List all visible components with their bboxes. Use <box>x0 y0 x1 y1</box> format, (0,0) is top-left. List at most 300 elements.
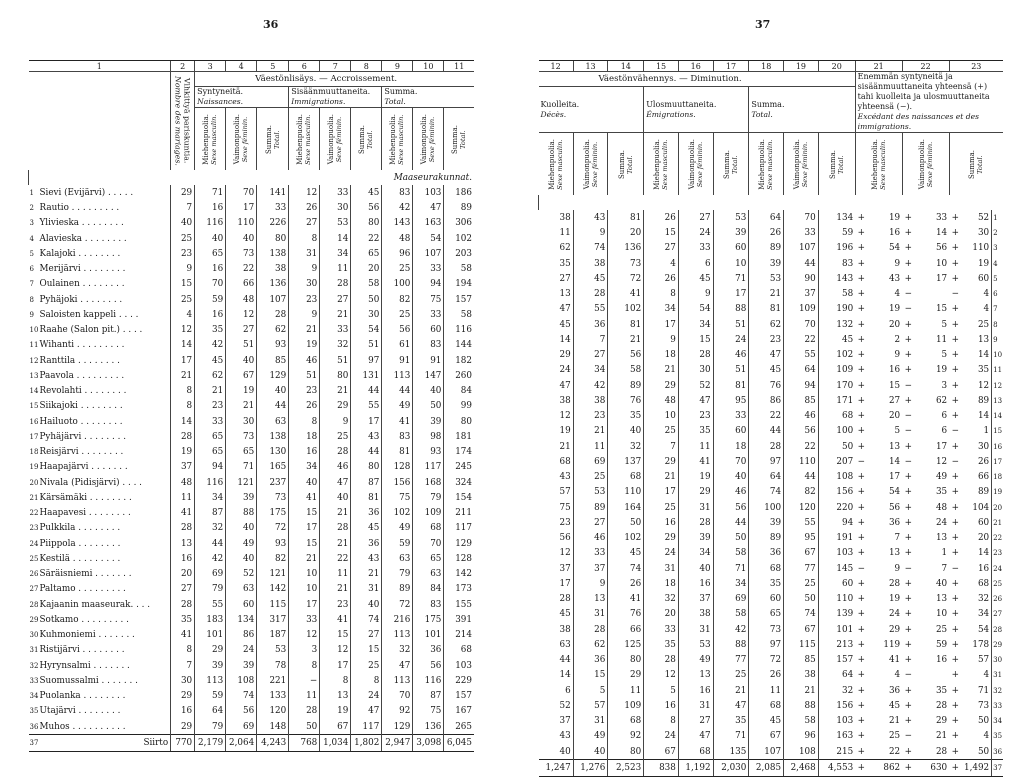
cell: 16 <box>195 262 226 277</box>
cell: − <box>904 411 912 422</box>
cell: 62 <box>573 637 608 652</box>
table-row <box>29 658 475 673</box>
cell: 43 <box>351 429 382 444</box>
cell: 21 <box>713 683 749 698</box>
row-number: 8 <box>29 295 34 304</box>
cell: 44 <box>382 384 413 399</box>
cell: 215 <box>818 744 855 760</box>
cell: 52 <box>226 567 257 582</box>
cell: 164 <box>608 500 644 515</box>
cell: 35 <box>678 424 713 439</box>
total-cell: 4,243 <box>257 735 289 751</box>
cell: 8 <box>171 643 195 658</box>
cell: + <box>857 670 865 681</box>
cell: 102 <box>818 348 855 363</box>
cell: + <box>904 685 912 696</box>
cell: 25 <box>171 292 195 307</box>
cell: 8 <box>289 658 320 673</box>
cell: 38 <box>678 607 713 622</box>
table-row <box>29 262 475 277</box>
cell: 19 <box>888 594 901 605</box>
cell: 40 <box>226 521 257 536</box>
row-number: 1 <box>992 210 1003 225</box>
cell: 73 <box>226 429 257 444</box>
cell: 60 <box>413 323 444 338</box>
table-row <box>539 576 1004 591</box>
row-number: 17 <box>29 432 39 441</box>
cell: 110 <box>818 592 855 607</box>
table-row <box>539 592 1004 607</box>
cell: 24 <box>935 517 948 528</box>
cell: 36 <box>351 506 382 521</box>
cell: 15 <box>888 380 901 391</box>
cell: 62 <box>195 368 226 383</box>
deaths-header: Kuolleita. Décès. <box>539 87 644 133</box>
cell: 157 <box>444 292 474 307</box>
cell: 31 <box>289 246 320 261</box>
cell: 110 <box>226 216 257 231</box>
cell: 28 <box>935 700 948 711</box>
cell: + <box>951 365 959 376</box>
cell: 74 <box>784 607 819 622</box>
cell: + <box>857 502 865 513</box>
cell: 138 <box>257 246 289 261</box>
table-row <box>539 500 1004 515</box>
cell: 43 <box>351 551 382 566</box>
row-number: 19 <box>29 463 39 472</box>
cell: 66 <box>608 622 644 637</box>
total-cell: 770 <box>171 735 195 751</box>
cell: 35 <box>749 576 784 591</box>
cell: 101 <box>195 628 226 643</box>
row-number: 12 <box>992 378 1003 393</box>
row-number: 28 <box>992 622 1003 637</box>
cell: 171 <box>818 393 855 408</box>
parish-name: Suomussalmi . . . . . . . <box>39 675 138 686</box>
cell: 41 <box>289 490 320 505</box>
cell: 37 <box>678 592 713 607</box>
cell: 183 <box>195 612 226 627</box>
cell: 324 <box>444 475 474 490</box>
cell: + <box>857 304 865 315</box>
cell: + <box>904 502 912 513</box>
cell: 27 <box>289 216 320 231</box>
cell: 102 <box>608 531 644 546</box>
column-number: 17 <box>713 61 749 72</box>
cell: 50 <box>818 439 855 454</box>
table-row <box>539 317 1004 332</box>
cell: + <box>857 685 865 696</box>
cell: 8 <box>289 414 320 429</box>
cell: 38 <box>573 393 608 408</box>
column-number: 11 <box>444 61 474 72</box>
cell: 113 <box>382 673 413 688</box>
cell: 64 <box>749 210 784 225</box>
cell: 93 <box>413 445 444 460</box>
cell: 51 <box>713 363 749 378</box>
cell: 4 <box>894 289 901 300</box>
cell: + <box>949 760 961 776</box>
cell: 39 <box>749 515 784 530</box>
cell: + <box>857 716 865 727</box>
page-number-left: 36 <box>263 18 279 31</box>
cell: 69 <box>226 719 257 735</box>
cell: 73 <box>608 256 644 271</box>
table-row <box>29 704 475 719</box>
cell: 84 <box>413 582 444 597</box>
cell: 115 <box>257 597 289 612</box>
row-number: 5 <box>29 249 34 258</box>
table-row <box>29 246 475 261</box>
cell: 31 <box>573 607 608 622</box>
cell: 64 <box>749 470 784 485</box>
cell: 77 <box>784 561 819 576</box>
cell: + <box>951 655 959 666</box>
table-row <box>29 597 475 612</box>
cell: 28 <box>320 277 351 292</box>
cell: 54 <box>888 487 901 498</box>
cell: + <box>904 334 912 345</box>
cell: 49 <box>573 729 608 744</box>
cell: 24 <box>644 546 679 561</box>
cell: 38 <box>559 212 571 223</box>
cell: 11 <box>289 689 320 704</box>
cell: 34 <box>678 546 713 561</box>
cell: 13 <box>977 334 990 345</box>
row-number: 32 <box>992 683 1003 698</box>
table-row <box>539 439 1004 454</box>
cell: 391 <box>444 612 474 627</box>
cell: 15 <box>935 304 948 315</box>
cell: 18 <box>713 439 749 454</box>
cell: + <box>951 548 959 559</box>
cell: 29 <box>171 185 195 200</box>
cell: 148 <box>257 719 289 735</box>
sum-header-right: Summa. Total. <box>749 87 855 133</box>
cell: 66 <box>226 277 257 292</box>
cell: 83 <box>382 185 413 200</box>
cell: 16 <box>678 683 713 698</box>
parish-name: Nivala (Pidisjärvi) . . . . <box>39 477 142 488</box>
cell: 29 <box>320 399 351 414</box>
cell: 65 <box>413 551 444 566</box>
total-row-right <box>539 760 1004 776</box>
cell: + <box>857 411 865 422</box>
cell: 85 <box>784 653 819 668</box>
cell: 29 <box>608 668 644 683</box>
cell: 46 <box>320 460 351 475</box>
cell: 29 <box>195 643 226 658</box>
cell: 10 <box>289 582 320 597</box>
cell: 60 <box>749 592 784 607</box>
cell: 1,276 <box>573 760 608 776</box>
table-row <box>29 277 475 292</box>
cell: 237 <box>257 475 289 490</box>
cell: 51 <box>226 338 257 353</box>
cell: 58 <box>713 607 749 622</box>
cell: 27 <box>644 241 679 256</box>
row-number: 13 <box>29 371 39 380</box>
cell: 25 <box>644 500 679 515</box>
column-number: 23 <box>949 61 1003 72</box>
cell: 73 <box>977 700 990 711</box>
cell: 88 <box>713 302 749 317</box>
cell: 7 <box>573 332 608 347</box>
cell: 108 <box>818 470 855 485</box>
table-row <box>539 226 1004 241</box>
marriages-header: Vihkittyä pariskuntia. Nombre des mariages. <box>171 72 195 171</box>
cell: 90 <box>784 271 819 286</box>
parish-name: Reisjärvi . . . . . . . . <box>39 447 124 458</box>
table-row <box>539 531 1004 546</box>
cell: 33 <box>289 612 320 627</box>
cell: 19 <box>977 258 990 269</box>
column-number: 5 <box>257 61 289 72</box>
cell: 44 <box>559 655 571 666</box>
cell: 109 <box>413 506 444 521</box>
cell: 21 <box>573 424 608 439</box>
cell: 54 <box>977 624 990 635</box>
cell: 221 <box>257 673 289 688</box>
cell: 4 <box>983 731 990 742</box>
cell: 11 <box>749 683 784 698</box>
cell: 65 <box>195 246 226 261</box>
cell: 56 <box>784 424 819 439</box>
cell: 155 <box>444 597 474 612</box>
cell: 129 <box>382 719 413 735</box>
cell: + <box>904 700 912 711</box>
cell: 306 <box>444 216 474 231</box>
cell: 72 <box>608 271 644 286</box>
cell: 12 <box>171 323 195 338</box>
cell: 137 <box>608 454 644 469</box>
cell: 59 <box>382 536 413 551</box>
table-row <box>539 454 1004 469</box>
cell: 9 <box>320 414 351 429</box>
cell: 20 <box>171 567 195 582</box>
column-numbers-right <box>539 61 1004 72</box>
cell: 60 <box>713 241 749 256</box>
cell: 40 <box>226 353 257 368</box>
cell: 71 <box>226 460 257 475</box>
cell: + <box>857 746 865 757</box>
cell: 29 <box>644 454 679 469</box>
cell: 70 <box>382 689 413 704</box>
cell: 75 <box>559 502 571 513</box>
cell: 10 <box>289 567 320 582</box>
cell: 33 <box>413 307 444 322</box>
cell: 108 <box>784 744 819 760</box>
cell: 39 <box>226 658 257 673</box>
row-number: 29 <box>29 615 39 624</box>
column-number: 4 <box>226 61 257 72</box>
cell: 58 <box>713 546 749 561</box>
cell: 24 <box>559 365 571 376</box>
cell: 17 <box>888 472 901 483</box>
cell: 26 <box>644 271 679 286</box>
cell: 102 <box>608 302 644 317</box>
cell: 36 <box>888 685 901 696</box>
cell: 62 <box>559 243 571 254</box>
cell: 8 <box>289 231 320 246</box>
cell: 4 <box>983 304 990 315</box>
cell: 8 <box>320 673 351 688</box>
parish-name: Piippola . . . . . . . . <box>39 538 121 549</box>
cell: 86 <box>749 393 784 408</box>
cell: 24 <box>351 689 382 704</box>
cell: 117 <box>444 521 474 536</box>
cell: 34 <box>573 363 608 378</box>
cell: 9 <box>894 563 901 574</box>
table-row <box>29 429 475 444</box>
row-number: 14 <box>992 409 1003 424</box>
row-number: 11 <box>992 363 1003 378</box>
cell: 76 <box>608 393 644 408</box>
sex-header-f: Vaimonpuolia. Sexe féminin. <box>784 133 819 196</box>
cell: 63 <box>413 567 444 582</box>
cell: + <box>855 760 867 776</box>
cell: + <box>857 548 865 559</box>
cell: 33 <box>195 414 226 429</box>
cell: 1,492 <box>961 760 991 776</box>
cell: + <box>857 655 865 666</box>
cell: + <box>904 487 912 498</box>
cell: + <box>904 395 912 406</box>
cell: 83 <box>382 429 413 444</box>
sex-header-s: Summa. Total. <box>444 108 474 171</box>
cell: 68 <box>444 643 474 658</box>
cell: 27 <box>559 273 571 284</box>
table-row <box>539 668 1004 683</box>
cell: 26 <box>644 210 679 225</box>
cell: + <box>951 533 959 544</box>
cell: 167 <box>444 704 474 719</box>
column-number: 12 <box>539 61 574 72</box>
cell: 24 <box>678 226 713 241</box>
cell: 53 <box>749 271 784 286</box>
cell: 46 <box>713 485 749 500</box>
cell: 139 <box>818 607 855 622</box>
column-number: 15 <box>644 61 679 72</box>
cell: 25 <box>644 424 679 439</box>
cell: 19 <box>226 384 257 399</box>
cell: 173 <box>444 582 474 597</box>
cell: 18 <box>289 429 320 444</box>
row-number: 16 <box>992 439 1003 454</box>
column-number: 20 <box>818 61 855 72</box>
cell: 82 <box>784 485 819 500</box>
cell: 70 <box>784 210 819 225</box>
sex-header-m: Miehenpuolia. Sexe masculin. <box>644 133 679 196</box>
cell: 37 <box>559 716 571 727</box>
parish-name: Ranttila . . . . . . . . <box>39 355 120 366</box>
cell: 17 <box>559 578 571 589</box>
row-number: 7 <box>992 302 1003 317</box>
cell: 52 <box>977 212 990 223</box>
table-row <box>29 551 475 566</box>
cell: 13 <box>888 441 901 452</box>
cell: 4 <box>983 289 990 300</box>
cell: 120 <box>257 704 289 719</box>
table-row <box>539 256 1004 271</box>
cell: 6 <box>565 685 571 696</box>
cell: + <box>857 228 865 239</box>
cell: + <box>857 365 865 376</box>
cell: 47 <box>713 698 749 713</box>
cell: 82 <box>382 292 413 307</box>
parish-name: Saloisten kappeli . . . . <box>39 309 139 320</box>
cell: 15 <box>289 536 320 551</box>
cell: 4 <box>894 670 901 681</box>
row-number: 20 <box>29 478 39 487</box>
cell: 1 <box>941 548 948 559</box>
cell: 40 <box>226 231 257 246</box>
cell: 25 <box>382 262 413 277</box>
cell: + <box>857 258 865 269</box>
cell: 41 <box>171 628 195 643</box>
cell: + <box>857 594 865 605</box>
table-row <box>539 546 1004 561</box>
cell: 33 <box>784 226 819 241</box>
cell: 60 <box>713 424 749 439</box>
cell: 69 <box>713 592 749 607</box>
cell: 80 <box>608 744 644 760</box>
cell: 1 <box>983 426 990 437</box>
cell: 15 <box>678 332 713 347</box>
excess-sex-header-m: Miehenpuolia. Sexe masculin. <box>855 133 902 196</box>
parish-name: Sievi (Evijärvi) . . . . . <box>39 187 134 198</box>
cell: 44 <box>784 256 819 271</box>
cell: 53 <box>713 210 749 225</box>
sex-header-m: Miehenpuolia. Sexe masculin. <box>195 108 226 171</box>
cell: 9 <box>678 287 713 302</box>
cell: 43 <box>559 731 571 742</box>
cell: 66 <box>977 472 990 483</box>
cell: 213 <box>818 637 855 652</box>
table-row <box>29 384 475 399</box>
cell: 33 <box>678 241 713 256</box>
cell: 21 <box>226 399 257 414</box>
cell: 17 <box>935 273 948 284</box>
cell: 96 <box>382 246 413 261</box>
cell: 85 <box>784 393 819 408</box>
excess-header: Enemmän syntyneitä ja sisäänmuuttaneita yhteensä (+) tahi kuolleita ja ulosmuuttaneita yhteensä (−). Excédant des naissances et des immigrations. <box>855 72 1003 133</box>
cell: + <box>951 273 959 284</box>
column-number: 8 <box>351 61 382 72</box>
cell: 19 <box>678 470 713 485</box>
sum-header-left: Summa. Total. <box>382 87 474 108</box>
cell: 157 <box>444 689 474 704</box>
cell: 76 <box>608 607 644 622</box>
cell: 45 <box>678 271 713 286</box>
row-number: 20 <box>992 500 1003 515</box>
cell: 56 <box>935 243 948 254</box>
cell: 80 <box>608 653 644 668</box>
cell: + <box>951 487 959 498</box>
cell: 93 <box>257 536 289 551</box>
cell: + <box>951 212 959 223</box>
cell: 83 <box>413 597 444 612</box>
parish-name: Siikajoki . . . . . . . . <box>39 401 123 412</box>
diminution-header: Väestönvähennys. — Diminution. <box>598 74 742 84</box>
parish-name: Pulkkila . . . . . . . . <box>39 523 121 534</box>
cell: 25 <box>320 429 351 444</box>
column-number: 14 <box>608 61 644 72</box>
section-row-right <box>539 195 1004 210</box>
cell: 92 <box>608 729 644 744</box>
cell: 128 <box>444 551 474 566</box>
cell: 138 <box>257 429 289 444</box>
